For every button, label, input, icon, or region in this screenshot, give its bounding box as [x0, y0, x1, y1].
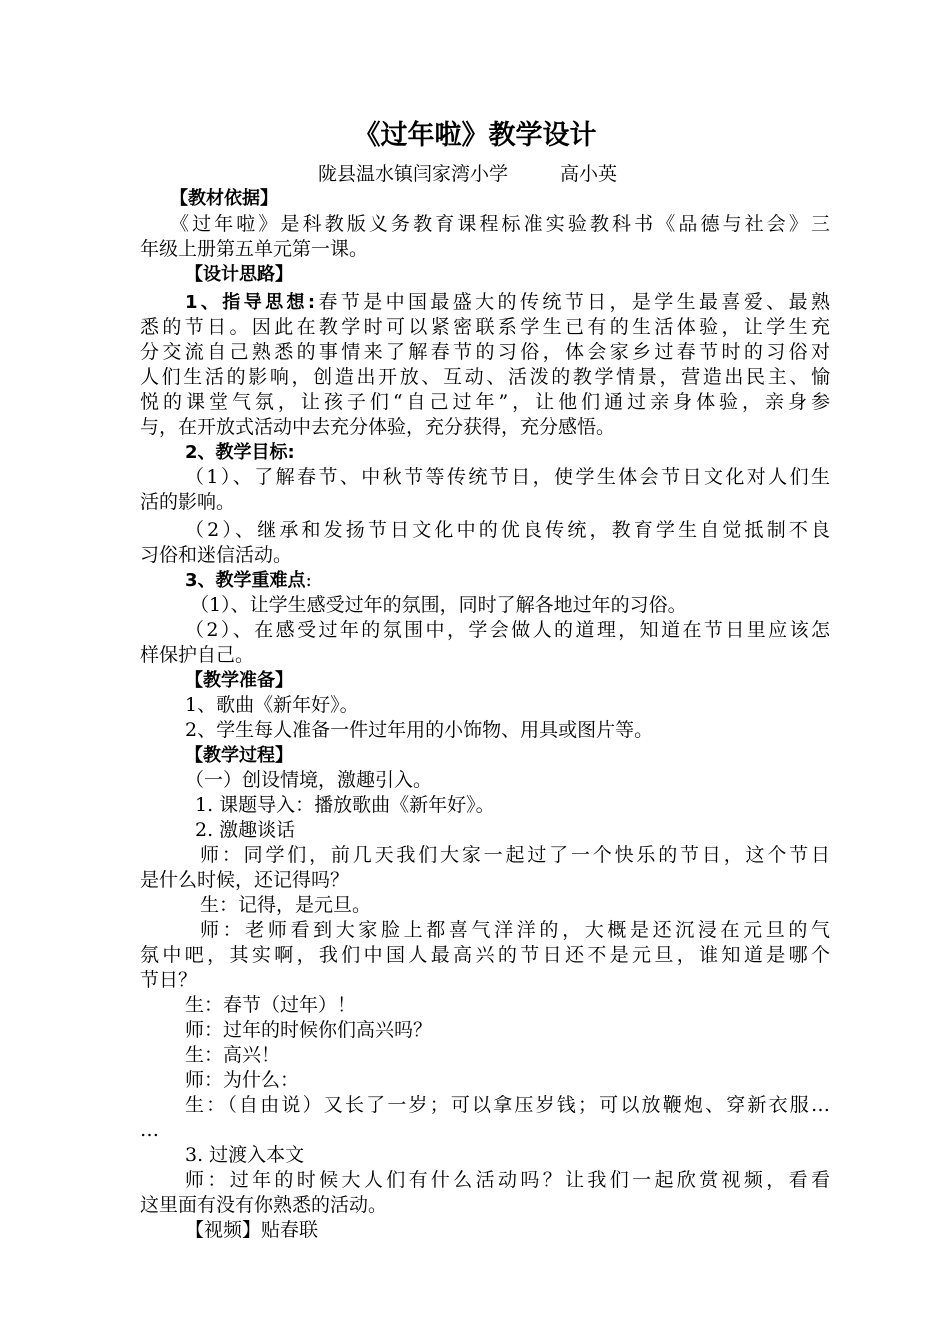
text-line: 2. 激趣谈话: [195, 819, 296, 841]
subsection-label: 1、指导思想:: [185, 292, 316, 313]
text-line: 师：老师看到大家脸上都喜气洋洋的，大概是还沉浸在元旦的气: [200, 919, 830, 941]
text-line: 是什么时候，还记得吗？: [140, 869, 350, 891]
text-line: 样保护自己。: [140, 644, 255, 666]
text-line: …: [140, 1119, 159, 1141]
subsection-text: :: [305, 569, 312, 591]
author-school: 陇县温水镇闫家湾小学: [318, 163, 509, 185]
section-heading: 【教材依据】: [170, 188, 278, 209]
text-line: 生：（自由说）又长了一岁；可以拿压岁钱；可以放鞭炮、穿新衣服…: [185, 1094, 830, 1116]
author-line: [318, 160, 617, 188]
text-line: 活的影响。: [140, 491, 236, 513]
section-heading: 【教学过程】: [185, 745, 293, 766]
text-line: （2）、在感受过年的氛围中，学会做人的道理，知道在节日里应该怎: [185, 619, 830, 641]
text-line: [185, 568, 830, 593]
text-line: 分交流自己熟悉的事情来了解春节的习俗，体会家乡过春节时的习俗对: [140, 341, 830, 363]
text-line: 2、教学目标:: [185, 442, 295, 463]
text-line: 师：过年的时候你们高兴吗？: [185, 1019, 433, 1041]
text-line: 【视频】贴春联: [185, 1219, 319, 1241]
text-line: 人们生活的影响，创造出开放、互动、活泼的教学情景，营造出民主、愉: [140, 366, 830, 388]
text-line: 《过年啦》是科教版义务教育课程标准实验教科书《品德与社会》三: [170, 213, 830, 235]
text-line: 3. 过渡入本文: [185, 1144, 305, 1166]
text-line: 2、学生每人准备一件过年用的小饰物、用具或图片等。: [185, 719, 654, 741]
section-heading: 【设计思路】: [185, 264, 293, 285]
text-line: 1. 课题导入：播放歌曲《新年好》。: [195, 794, 495, 816]
text-line: 师：同学们，前几天我们大家一起过了一个快乐的节日，这个节日: [200, 844, 830, 866]
text-line: （2）、继承和发扬节日文化中的优良传统，教育学生自觉抵制不良: [185, 519, 830, 541]
text-line: 悦的课堂气氛，让孩子们“自己过年”，让他们通过亲身体验，亲身参: [140, 391, 830, 413]
text-line: 生：记得，是元旦。: [200, 894, 372, 916]
text-line: （一）创设情境，激趣引入。: [185, 769, 433, 791]
document-title: 《过年啦》教学设计: [353, 120, 597, 151]
text-line: 师：为什么：: [185, 1069, 300, 1091]
text-line: 1、歌曲《新年好》。: [185, 694, 359, 716]
author-name: 高小英: [560, 163, 618, 185]
text-line: 与，在开放式活动中去充分体验，充分获得，充分感悟。: [140, 416, 616, 438]
text-line: （1）、让学生感受过年的氛围，同时了解各地过年的习俗。: [190, 594, 687, 616]
text-line: 习俗和迷信活动。: [140, 544, 293, 566]
section-heading: 【教学准备】: [185, 670, 293, 691]
text-line: 节日？: [140, 969, 198, 991]
text-line: 师：过年的时候大人们有什么活动吗？让我们一起欣赏视频，看看: [185, 1169, 830, 1191]
subsection-text: 春节是中国最盛大的传统节日，是学生最喜爱、最熟: [315, 291, 830, 313]
text-line: 这里面有没有你熟悉的活动。: [140, 1194, 388, 1216]
text-line: 生：春节（过年）！: [185, 994, 357, 1016]
text-line: 年级上册第五单元第一课。: [140, 238, 369, 260]
text-line: （1）、了解春节、中秋节等传统节日，使学生体会节日文化对人们生: [185, 466, 830, 488]
text-line: 氛中吧，其实啊，我们中国人最高兴的节日还不是元旦，谁知道是哪个: [140, 944, 830, 966]
text-line: 生：高兴！: [185, 1044, 281, 1066]
subsection-label: 3、教学重难点: [185, 570, 306, 591]
text-line: 悉的节日。因此在教学时可以紧密联系学生已有的生活体验，让学生充: [140, 316, 830, 338]
text-line: [185, 290, 830, 315]
